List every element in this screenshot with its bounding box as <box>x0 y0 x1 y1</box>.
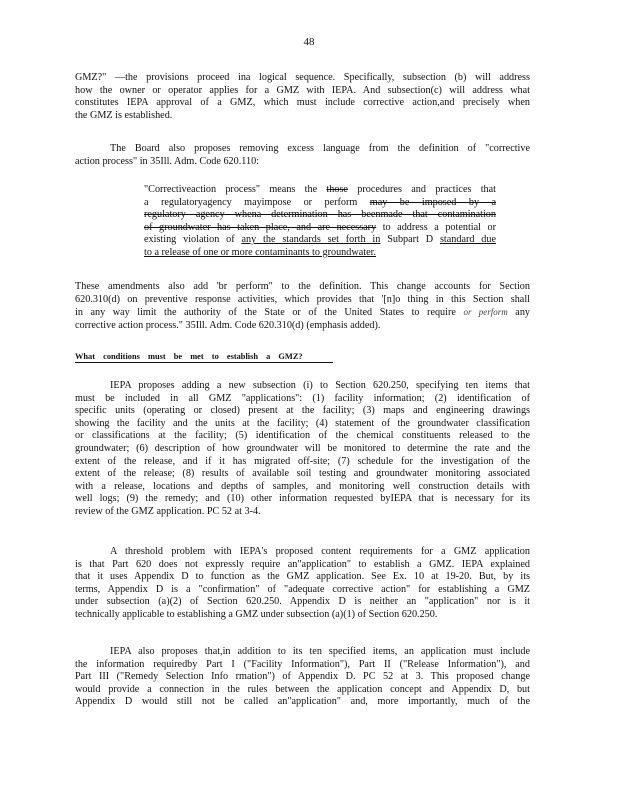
quote-text: "Correctiveaction process" means the <box>144 184 318 195</box>
text-line: corrective action process." 35Ill. Adm. Code 620.310(d) (emphasis added). <box>75 319 381 331</box>
text-line: review of the GMZ application. PC 52 at 3-4. <box>75 505 261 517</box>
text-line: would provide a connection in the rules between the application concept and Appendix D, but <box>75 683 530 695</box>
amendment-quote <box>144 184 496 260</box>
text-line: the GMZ is established. <box>75 109 173 121</box>
text-line: under subsection (a)(2) of Section 620.250. Appendix D is neither an "application" nor is it <box>75 596 530 608</box>
deleted-text: may be imposed by a <box>369 196 497 208</box>
paragraph-1 <box>75 72 530 122</box>
text-line: Part III ("Remedy Selection Info rmation") of Appendix D. PC 52 at 3. This proposed change <box>75 671 530 683</box>
quote-line <box>144 197 496 210</box>
emphasis-text: or perform <box>463 307 508 318</box>
text-line <box>75 306 530 320</box>
text-line: with a release, locations and depths of samples, and monitoring well construction details with <box>75 480 530 492</box>
paragraph-4 <box>75 380 530 519</box>
quote-text: to address a potential or <box>382 221 497 233</box>
text-line: Appendix D would still not be called an"application" and, more importantly, much of the <box>75 696 530 708</box>
added-text: to a release of one or more contaminants to groundwater. <box>144 246 376 258</box>
text-line: A threshold problem with IEPA's proposed content requirements for a GMZ application <box>110 546 530 557</box>
text-line: well logs; (9) the remedy; and (10) other information requested byIEPA that is necessary for its <box>75 493 530 505</box>
text-line: groundwater; (6) description of how groundwater will be monitored to determine the rate and the <box>75 442 530 454</box>
quote-text: a regulatoryagency mayimpose or perform <box>144 196 358 208</box>
deleted-text: those <box>326 184 348 195</box>
text-line: IEPA also proposes that,in addition to its ten specified items, an application must include <box>110 646 530 657</box>
deleted-text: of groundwater has taken place, and are necessary <box>144 221 377 233</box>
paragraph-6 <box>75 646 530 709</box>
text-line: specific units (operating or closed) present at the facility; (3) maps and engineering drawings <box>75 405 530 417</box>
text-line: must be included in all GMZ "applications": (1) facility information; (2) identification of <box>75 392 530 404</box>
text-line: The Board also proposes removing excess language from the definition of "corrective <box>110 143 530 154</box>
deleted-text: any the standards set forth in <box>241 234 381 246</box>
paragraph-5 <box>75 546 530 622</box>
text-line: action process" in 35Ill. Adm. Code 620.110: <box>75 155 260 167</box>
quote-text: existing violation of <box>144 234 235 246</box>
quote-text: procedures and practices that <box>357 184 496 195</box>
quote-line <box>144 234 496 247</box>
text-line: GMZ?" —the provisions proceed ina logical sequence. Specifically, subsection (b) will address <box>75 72 530 83</box>
text-line: or classifications at the facility; (5) identification of the chemical constituents released to the <box>75 430 530 442</box>
text-line: showing the facility and the units at the facility; (4) statement of the groundwater classification <box>75 417 530 429</box>
text-line: extent of the release; (8) results of available soil testing and groundwater monitoring associated <box>75 468 530 480</box>
quote-line <box>144 222 496 235</box>
paragraph-2 <box>75 143 530 168</box>
section-heading: What conditions must be met to establish a GMZ? <box>75 352 333 363</box>
added-text: standard due <box>439 234 496 246</box>
quote-line <box>144 184 496 197</box>
page-number: 48 <box>303 36 315 48</box>
text-line: technically applicable to establishing a GMZ under subsection (a)(1) of Section 620.250. <box>75 608 438 620</box>
text-line-part: in any way limit the authority of the State or of the United States to require <box>75 307 456 319</box>
text-line: is that Part 620 does not expressly require an"application" to establish a GMZ. IEPA explained <box>75 558 530 570</box>
text-line: constitutes IEPA approval of a GMZ, which must include corrective action,and precisely when <box>75 97 530 109</box>
text-line-part: any <box>515 307 531 319</box>
deleted-text: regulatory agency whena determination has beenmade that contamination <box>144 209 496 221</box>
paragraph-3 <box>75 281 530 332</box>
text-line: extent of the release, and if it has migrated off-site; (7) schedule for the investigation of the <box>75 455 530 467</box>
text-line: terms, Appendix D is a "confirmation" of "adequate corrective action" for establishing a GMZ <box>75 583 530 595</box>
text-line: These amendments also add 'br perform" to the definition. This change accounts for Section <box>75 281 530 292</box>
text-line: how the owner or operator applies for a GMZ with IEPA. And subsection(c) will address what <box>75 84 530 96</box>
text-line: that it uses Appendix D to function as the GMZ application. See Ex. 10 at 19-20. But, by its <box>75 571 530 583</box>
text-line: 620.310(d) on preventive response activities, which provides that '[n]o thing in this Section shall <box>75 293 530 305</box>
text-line: IEPA proposes adding a new subsection (i) to Section 620.250, specifying ten items that <box>110 380 530 391</box>
text-line: the information requiredby Part I ("Facility Information"), Part II ("Release Information"), and <box>75 658 530 670</box>
quote-text: Subpart D <box>387 234 434 246</box>
